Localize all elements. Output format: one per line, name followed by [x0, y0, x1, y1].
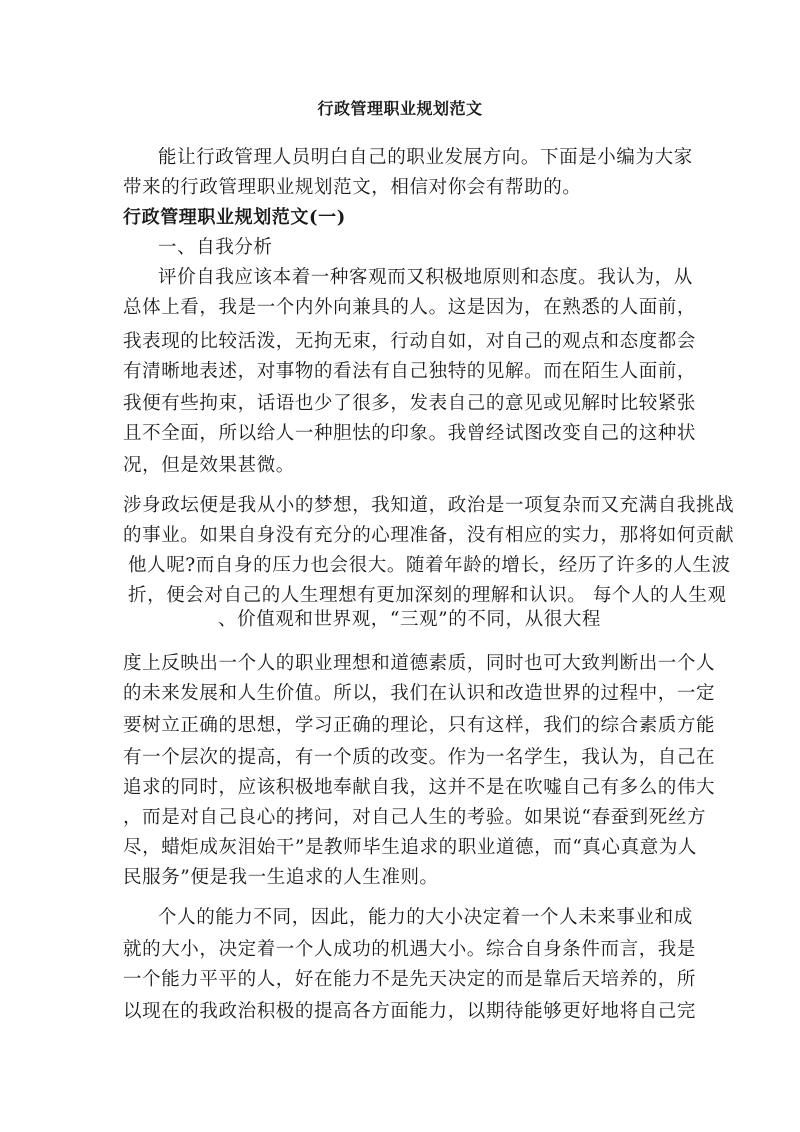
paragraph-line: 、价值观和世界观，“三观”的不同，从很大程 [218, 609, 602, 630]
paragraph-line: 有一个层次的提高，有一个质的改变。作为一名学生，我认为，自己在 [123, 747, 716, 768]
paragraph-line: 要树立正确的思想，学习正确的理论，只有这样，我们的综合素质方能 [123, 715, 716, 736]
section-heading: 行政管理职业规划范文(一) [123, 207, 346, 228]
paragraph-line: 一个能力平平的人，好在能力不是先天决定的而是靠后天培养的，所 [123, 969, 697, 990]
document-title: 行政管理职业规划范文 [317, 99, 483, 118]
paragraph-line: 有清晰地表述，对事物的看法有自己独特的见解。而在陌生人面前， [123, 361, 697, 382]
paragraph-line: 民服务”便是我一生追求的人生准则。 [123, 867, 439, 888]
paragraph-line: 度上反映出一个人的职业理想和道德素质，同时也可大致判断出一个人 [123, 653, 716, 674]
paragraph-line: 评价自我应该本着一种客观而又积极地原则和态度。我认为，从 [158, 267, 693, 288]
paragraph-line: 折，便会对自己的人生理想有更加深刻的理解和认识。 每个人的人生观 [128, 585, 727, 606]
paragraph-line: 他人呢?而自身的压力也会很大。随着年龄的增长，经历了许多的人生波 [128, 555, 731, 576]
paragraph-line: 且不全面，所以给人一种胆怯的印象。我曾经试图改变自己的这种状 [123, 423, 697, 444]
paragraph-line: ，而是对自己良心的拷问，对自己人生的考验。如果说“春蚕到死丝方 [123, 807, 707, 828]
paragraph-line: 我便有些拘束，话语也少了很多，发表自己的意见或见解时比较紧张 [123, 393, 697, 414]
paragraph-line: 的未来发展和人生价值。所以，我们在认识和改造世界的过程中，一定 [123, 683, 716, 704]
paragraph-line: 个人的能力不同，因此，能力的大小决定着一个人未来事业和成 [158, 907, 693, 928]
paragraph-line: 尽，蜡炬成灰泪始干”是教师毕生追求的职业道德，而“真心真意为人 [123, 837, 698, 858]
intro-line: 带来的行政管理职业规划范文，相信对你会有帮助的。 [123, 177, 582, 198]
paragraph-line: 追求的同时，应该积极地奉献自我，这并不是在吹嘘自己有多么的伟大 [123, 777, 716, 798]
subsection-heading: 一、自我分析 [158, 237, 273, 258]
paragraph-line: 涉身政坛便是我从小的梦想，我知道，政治是一项复杂而又充满自我挑战 [123, 495, 735, 516]
paragraph-line: 总体上看，我是一个内外向兼具的人。这是因为，在熟悉的人面前， [123, 297, 697, 318]
paragraph-line: 以现在的我政治积极的提高各方面能力，以期待能够更好地将自己完 [123, 1001, 697, 1022]
paragraph-line: 就的大小，决定着一个人成功的机遇大小。综合自身条件而言，我是 [123, 939, 697, 960]
paragraph-line: 的事业。如果自身没有充分的心理准备，没有相应的实力，那将如何贡献 [123, 525, 735, 546]
paragraph-line: 我表现的比较活泼，无拘无束，行动自如，对自己的观点和态度都会 [123, 331, 697, 352]
paragraph-line: 况，但是效果甚微。 [123, 455, 295, 476]
intro-line: 能让行政管理人员明白自己的职业发展方向。下面是小编为大家 [158, 147, 693, 168]
